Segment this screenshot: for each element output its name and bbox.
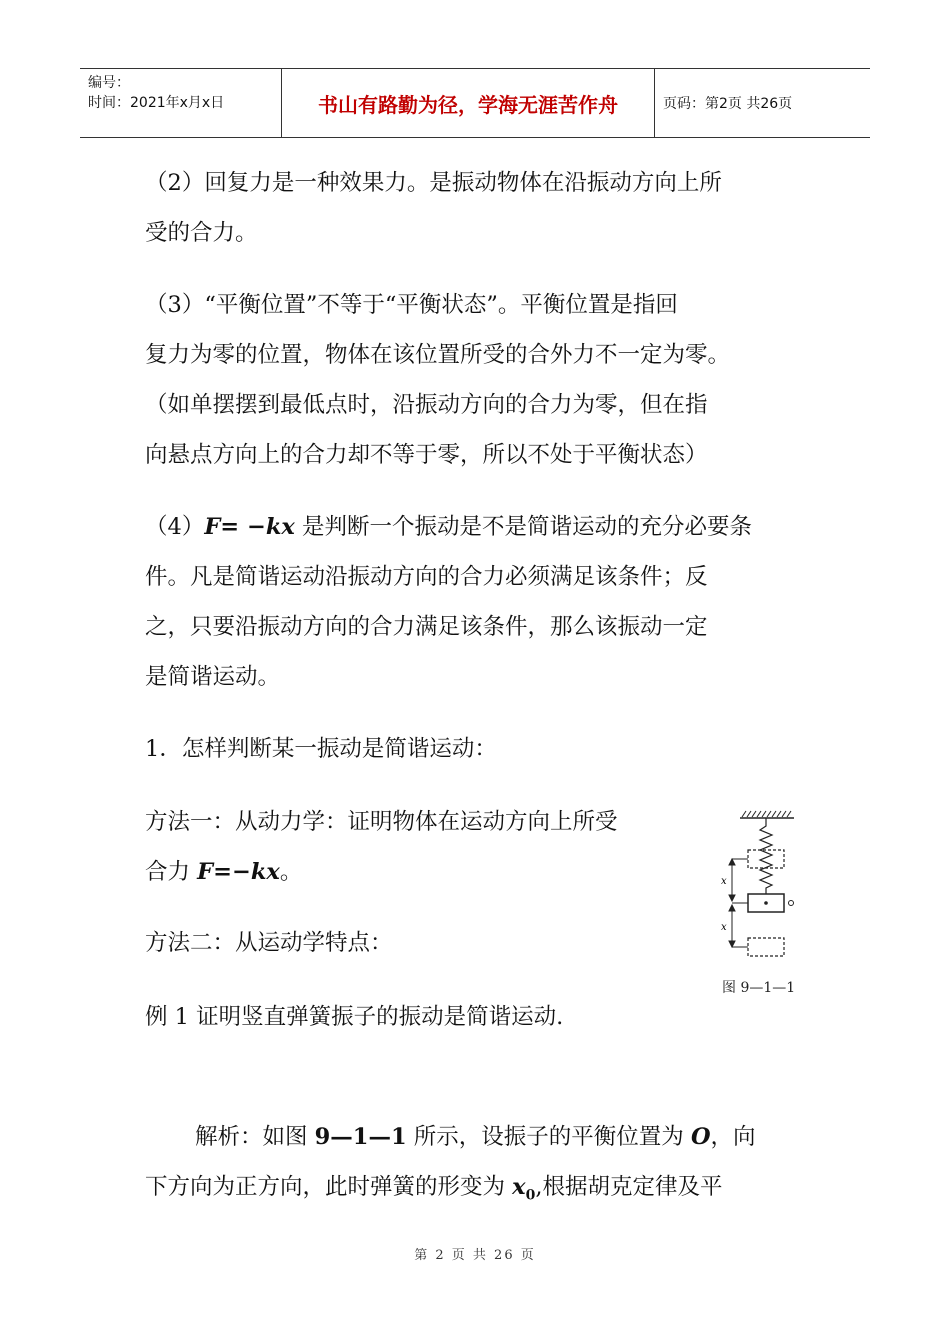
- header-page-info: 页码：第2页 共26页: [663, 96, 793, 112]
- spring-oscillator-figure: [712, 808, 812, 968]
- analysis2-prefix: 下方向为正方向，此时弹簧的形变为: [145, 1174, 513, 1200]
- figure-caption: 图 9—1—1: [722, 980, 796, 996]
- point-o: O: [690, 1124, 711, 1150]
- method1-suffix: 。: [279, 859, 303, 885]
- text-line: 复力为零的位置，物体在该位置所受的合外力不一定为零。: [145, 342, 731, 368]
- text-line: 受的合力。: [145, 220, 258, 246]
- item-1: 1．怎样判断某一振动是简谐运动：: [145, 736, 497, 762]
- amplitude-arrows: [729, 859, 748, 947]
- point-o-marker: [789, 901, 794, 906]
- text-line: 向悬点方向上的合力却不等于零，所以不处于平衡状态）: [145, 442, 708, 468]
- method-2: 方法二：从运动学特点：: [145, 930, 393, 956]
- page-footer: 第 2 页 共 26 页: [414, 1248, 536, 1263]
- page-header: [80, 68, 870, 138]
- analysis-figure-ref: 9—1—1: [314, 1124, 407, 1150]
- text-line: 是简谐运动。: [145, 664, 281, 690]
- analysis-end: ，向: [710, 1124, 756, 1150]
- analysis2-end: ,根据胡克定律及平: [535, 1174, 723, 1200]
- p4-rest: 是判断一个振动是不是简谐运动的充分必要条: [294, 514, 753, 540]
- number-label: 编号：: [88, 75, 130, 91]
- text-line: （2）回复力是一种效果力。是振动物体在沿振动方向上所: [145, 170, 722, 196]
- text-line: [145, 502, 810, 552]
- example-1: 例 1 证明竖直弹簧振子的振动是简谐运动.: [145, 1004, 564, 1030]
- text-line: （如单摆摆到最低点时，沿振动方向的合力为零，但在指: [145, 392, 708, 418]
- paragraph-4: [145, 502, 810, 702]
- header-motto: 书山有路勤为径，学海无涯苦作舟: [282, 69, 655, 137]
- header-meta: [80, 69, 282, 137]
- text-line: 件。凡是简谐运动沿振动方向的合力必须满足该条件；反: [145, 564, 708, 590]
- analysis-line-2: [145, 1162, 810, 1221]
- formula-force: F=−kx: [197, 859, 280, 885]
- text-line: （3）“平衡位置”不等于“平衡状态”。平衡位置是指回: [145, 292, 678, 318]
- paragraph-2: [145, 158, 810, 258]
- analysis-prefix: 解析：如图: [195, 1124, 315, 1150]
- spring: [760, 818, 772, 894]
- time-label: 时间：2021年x月x日: [88, 95, 225, 111]
- label-x-upper: x: [721, 876, 727, 887]
- ceiling-hatch: [740, 811, 794, 818]
- analysis-mid: 所示，设振子的平衡位置为: [406, 1124, 691, 1150]
- text-line: 方法一：从动力学：证明物体在运动方向上所受: [145, 809, 618, 835]
- paragraph-3: [145, 280, 810, 480]
- box-center-dot: [764, 901, 768, 905]
- var-x: x: [512, 1174, 526, 1200]
- text-line: [145, 847, 705, 897]
- text-line: 之，只要沿振动方向的合力满足该条件，那么该振动一定: [145, 614, 708, 640]
- formula-hooke: F= −kx: [204, 514, 295, 540]
- var-x-sub: 0: [525, 1187, 536, 1204]
- p4-prefix: （4）: [145, 514, 205, 540]
- method1-prefix: 合力: [145, 859, 198, 885]
- label-x-lower: x: [721, 922, 727, 933]
- method-1: [145, 797, 705, 897]
- lower-position-box: [748, 938, 784, 956]
- analysis-line-1: [195, 1112, 815, 1162]
